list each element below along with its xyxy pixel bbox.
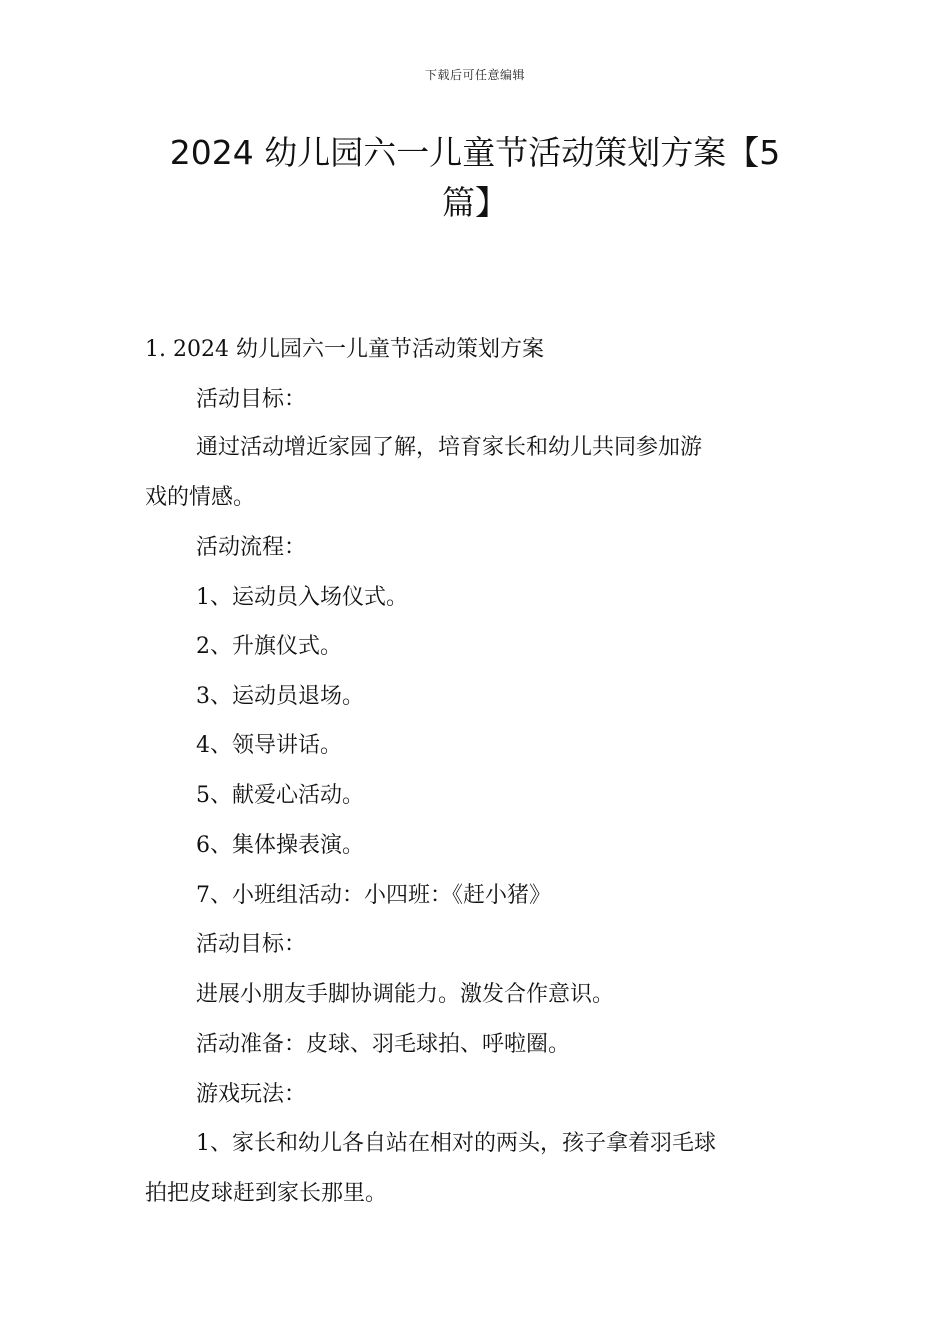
- list-item: 7、小班组活动：小四班：《赶小猪》: [196, 883, 551, 908]
- title-line-2: 篇】: [442, 183, 508, 222]
- paragraph-line: 进展小朋友手脚协调能力。激发合作意识。: [196, 982, 615, 1007]
- section-heading: 1. 2024 幼儿园六一儿童节活动策划方案: [145, 337, 544, 362]
- document-title: [140, 128, 810, 228]
- paragraph-line: 1、家长和幼儿各自站在相对的两头，孩子拿着羽毛球: [196, 1131, 716, 1156]
- list-item: 2、升旗仪式。: [196, 634, 342, 659]
- paragraph-line: 活动准备：皮球、羽毛球拍、呼啦圈。: [196, 1032, 571, 1057]
- paragraph-line: 戏的情感。: [145, 485, 256, 510]
- list-item: 6、集体操表演。: [196, 833, 364, 858]
- list-item: 1、运动员入场仪式。: [196, 585, 408, 610]
- paragraph-line: 通过活动增近家园了解，培育家长和幼儿共同参加游: [196, 435, 703, 460]
- list-item: 3、运动员退场。: [196, 684, 364, 709]
- list-item: 5、献爱心活动。: [196, 783, 364, 808]
- title-line-1: 2024 幼儿园六一儿童节活动策划方案【5: [169, 133, 781, 172]
- header-note: 下载后可任意编辑: [424, 68, 525, 82]
- paragraph-line: 活动流程：: [196, 535, 307, 560]
- paragraph-line: 活动目标：: [196, 932, 307, 957]
- list-item: 4、领导讲话。: [196, 733, 342, 758]
- paragraph-line: 游戏玩法：: [196, 1082, 307, 1107]
- paragraph-line: 活动目标：: [196, 387, 307, 412]
- paragraph-line: 拍把皮球赶到家长那里。: [145, 1181, 388, 1206]
